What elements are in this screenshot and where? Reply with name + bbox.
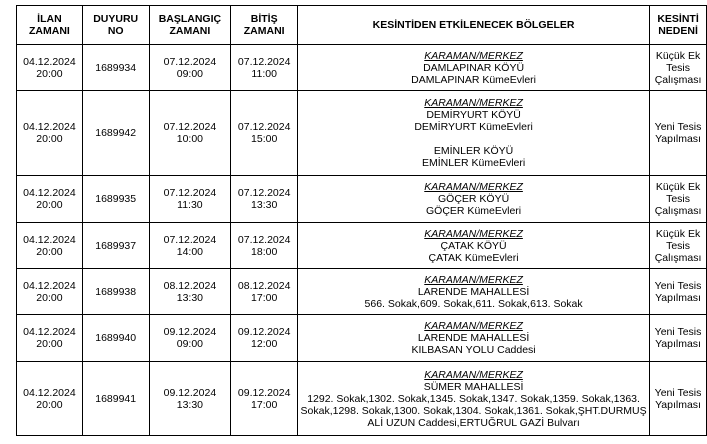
- cell-duyuru-no: [82, 362, 149, 436]
- region-line: 1292. Sokak,1302. Sokak,1345. Sokak,1347. Sokak,1359. Sokak,1363.: [307, 392, 640, 405]
- cell-bolgeler: [298, 269, 650, 315]
- region-line: Sokak,1298. Sokak,1300. Sokak,1304. Sokak,1361. Sokak,ŞHT.DURMUŞ: [300, 404, 647, 417]
- cell-bitis: [231, 315, 298, 362]
- cell-ilan-zamani-line: 20:00: [36, 338, 63, 350]
- table-row: [17, 45, 707, 91]
- cell-neden-line: Tesis: [666, 193, 690, 205]
- cell-baslangic-line: 11:30: [177, 199, 203, 211]
- outage-table: [16, 5, 707, 436]
- cell-neden-line: Tesis: [666, 239, 690, 252]
- region-line: ÇATAK KÖYÜ: [440, 239, 507, 252]
- header-ilan-line1: İLAN: [37, 13, 62, 25]
- region-city: KARAMAN/MERKEZ: [424, 273, 523, 286]
- cell-neden-line: Çalışması: [654, 73, 702, 86]
- cell-baslangic: [149, 362, 231, 436]
- cell-bitis-line: 07.12.2024: [237, 187, 291, 199]
- cell-neden-line: Küçük Ek: [655, 227, 701, 240]
- header-neden-line1: KESİNTİ: [657, 13, 699, 25]
- cell-duyuru-no: [82, 269, 149, 315]
- region-line: [300, 133, 647, 145]
- region-line: DEMİRYURT KÖYÜ: [426, 109, 521, 121]
- cell-bitis: [231, 45, 298, 91]
- cell-ilan-zamani-line: 04.12.2024: [23, 279, 76, 292]
- region-city: KARAMAN/MERKEZ: [424, 320, 523, 332]
- region-city: KARAMAN/MERKEZ: [424, 97, 523, 109]
- header-ilan: [17, 6, 83, 45]
- region-line: DAMLAPINAR KümeEvleri: [411, 73, 537, 86]
- header-bolgeler: KESİNTİDEN ETKİLENECEK BÖLGELER: [298, 6, 650, 45]
- table-row: [17, 223, 707, 269]
- cell-ilan-zamani: [17, 269, 83, 315]
- cell-duyuru-no-line: 1689938: [95, 285, 137, 298]
- cell-ilan-zamani: [17, 176, 83, 223]
- cell-ilan-zamani-line: 20:00: [36, 67, 63, 80]
- region-line: GÖÇER KÖYÜ: [437, 193, 510, 205]
- cell-baslangic-line: 08.12.2024: [163, 279, 217, 292]
- cell-duyuru-no: [82, 176, 149, 223]
- region-line: GÖÇER KümeEvleri: [426, 205, 522, 217]
- cell-bitis-line: 17:00: [251, 398, 278, 411]
- region-city: KARAMAN/MERKEZ: [424, 49, 523, 62]
- cell-duyuru-no-line: 1689935: [95, 193, 137, 205]
- cell-ilan-zamani: [17, 91, 83, 176]
- cell-baslangic-line: 09:00: [176, 67, 204, 80]
- cell-bolgeler: [298, 45, 650, 91]
- cell-ilan-zamani: [17, 223, 83, 269]
- cell-neden-line: Küçük Ek: [655, 49, 701, 62]
- cell-bitis-line: 09.12.2024: [237, 386, 291, 399]
- region-city: KARAMAN/MERKEZ: [424, 368, 523, 381]
- cell-ilan-zamani-line: 04.12.2024: [23, 233, 76, 246]
- cell-bitis-line: 18:00: [251, 245, 278, 258]
- cell-neden: [650, 315, 707, 362]
- header-baslangic: [149, 6, 231, 45]
- cell-ilan-zamani-line: 04.12.2024: [23, 386, 76, 399]
- region-line: EMİNLER KümeEvleri: [421, 157, 526, 169]
- cell-baslangic: [149, 315, 231, 362]
- region-city: KARAMAN/MERKEZ: [424, 181, 523, 193]
- cell-bolgeler: [298, 223, 650, 269]
- cell-baslangic: [149, 223, 231, 269]
- cell-duyuru-no: [82, 91, 149, 176]
- region-line: ÇATAK KümeEvleri: [428, 251, 519, 264]
- cell-baslangic-line: 14:00: [176, 245, 204, 258]
- header-bitis: [231, 6, 298, 45]
- header-duyuru-line2: NO: [107, 25, 124, 37]
- cell-neden-line: Küçük Ek: [655, 181, 701, 193]
- cell-ilan-zamani-line: 04.12.2024: [23, 326, 76, 338]
- cell-neden-line: Yapılması: [655, 291, 701, 304]
- cell-neden-line: Yeni Tesis: [654, 386, 702, 399]
- cell-baslangic: [149, 269, 231, 315]
- cell-bolgeler: [298, 176, 650, 223]
- cell-baslangic-line: 09:00: [176, 338, 204, 350]
- cell-neden-line: Yeni Tesis: [654, 326, 702, 338]
- cell-duyuru-no: [82, 315, 149, 362]
- table-row: [17, 315, 707, 362]
- cell-baslangic-line: 07.12.2024: [163, 233, 217, 246]
- cell-bitis-line: 11:00: [251, 67, 277, 80]
- cell-ilan-zamani-line: 20:00: [36, 398, 63, 411]
- table-row: [17, 362, 707, 436]
- cell-baslangic-line: 10:00: [176, 133, 204, 145]
- header-duyuru-line1: DUYURU: [93, 13, 139, 25]
- cell-neden: [650, 176, 707, 223]
- cell-neden-line: Tesis: [666, 61, 690, 74]
- cell-ilan-zamani-line: 20:00: [36, 199, 63, 211]
- table-row: [17, 91, 707, 176]
- header-bitis-line1: BİTİŞ: [250, 13, 278, 25]
- cell-ilan-zamani-line: 04.12.2024: [23, 187, 76, 199]
- region-line: LARENDE MAHALLESİ: [417, 332, 530, 344]
- cell-neden: [650, 362, 707, 436]
- cell-ilan-zamani-line: 04.12.2024: [23, 55, 76, 68]
- cell-bitis: [231, 362, 298, 436]
- cell-ilan-zamani: [17, 45, 83, 91]
- cell-duyuru-no: [82, 45, 149, 91]
- region-line: KILBASAN YOLU Caddesi: [411, 344, 536, 356]
- cell-ilan-zamani-line: 20:00: [36, 133, 63, 145]
- cell-bitis: [231, 176, 298, 223]
- cell-duyuru-no-line: 1689934: [95, 61, 137, 74]
- cell-neden-line: Yapılması: [655, 338, 701, 350]
- cell-duyuru-no-line: 1689937: [95, 239, 137, 252]
- region-line: ALİ UZUN Caddesi,ERTUĞRUL GAZİ Bulvarı: [367, 416, 580, 429]
- cell-bitis-line: 15:00: [251, 133, 278, 145]
- header-bitis-line2: ZAMANI: [243, 25, 285, 37]
- cell-neden-line: Yapılması: [655, 133, 701, 145]
- cell-baslangic: [149, 176, 231, 223]
- cell-ilan-zamani: [17, 315, 83, 362]
- header-neden-line2: NEDENİ: [658, 25, 698, 37]
- cell-neden-line: Yeni Tesis: [654, 121, 702, 133]
- cell-bitis-line: 07.12.2024: [237, 55, 291, 68]
- cell-baslangic-line: 09.12.2024: [163, 326, 217, 338]
- cell-duyuru-no: [82, 223, 149, 269]
- cell-bitis-line: 07.12.2024: [237, 121, 291, 133]
- cell-bolgeler: [298, 362, 650, 436]
- region-line: SÜMER MAHALLESİ: [423, 380, 524, 393]
- cell-bitis-line: 08.12.2024: [237, 279, 291, 292]
- region-line: DEMİRYURT KümeEvleri: [414, 121, 533, 133]
- cell-bitis-line: 07.12.2024: [237, 233, 291, 246]
- region-line: LARENDE MAHALLESİ: [417, 285, 530, 298]
- cell-baslangic-line: 07.12.2024: [163, 187, 217, 199]
- cell-neden: [650, 269, 707, 315]
- cell-duyuru-no-line: 1689941: [95, 392, 137, 405]
- header-baslangic-line1: BAŞLANGIÇ: [158, 13, 222, 25]
- region-line: DAMLAPINAR KÖYÜ: [423, 61, 525, 74]
- cell-ilan-zamani-line: 04.12.2024: [23, 121, 76, 133]
- cell-bolgeler: [298, 91, 650, 176]
- cell-neden-line: Yapılması: [655, 398, 701, 411]
- cell-baslangic-line: 09.12.2024: [163, 386, 217, 399]
- table-row: [17, 269, 707, 315]
- region-line: 566. Sokak,609. Sokak,611. Sokak,613. Sokak: [364, 297, 583, 310]
- header-baslangic-line2: ZAMANI: [169, 25, 211, 37]
- cell-neden: [650, 223, 707, 269]
- cell-bitis-line: 17:00: [251, 291, 278, 304]
- cell-ilan-zamani: [17, 362, 83, 436]
- header-row: [17, 6, 707, 45]
- cell-neden: [650, 91, 707, 176]
- cell-neden-line: Yeni Tesis: [654, 279, 702, 292]
- cell-baslangic-line: 13:30: [176, 291, 204, 304]
- cell-bitis: [231, 223, 298, 269]
- cell-bitis-line: 13:30: [251, 199, 278, 211]
- cell-bitis-line: 12:00: [251, 338, 278, 350]
- header-duyuru: [82, 6, 149, 45]
- cell-bitis: [231, 91, 298, 176]
- cell-neden-line: Çalışması: [654, 251, 702, 264]
- header-ilan-line2: ZAMANI: [29, 25, 70, 37]
- cell-neden-line: Çalışması: [654, 205, 702, 217]
- cell-baslangic: [149, 45, 231, 91]
- cell-baslangic-line: 07.12.2024: [163, 121, 217, 133]
- region-city: KARAMAN/MERKEZ: [424, 227, 523, 240]
- cell-baslangic-line: 13:30: [176, 398, 204, 411]
- cell-duyuru-no-line: 1689940: [95, 332, 137, 344]
- cell-baslangic: [149, 91, 231, 176]
- cell-duyuru-no-line: 1689942: [95, 127, 137, 139]
- table-row: [17, 176, 707, 223]
- cell-neden: [650, 45, 707, 91]
- cell-bolgeler: [298, 315, 650, 362]
- cell-baslangic-line: 07.12.2024: [163, 55, 217, 68]
- header-neden: [650, 6, 707, 45]
- cell-ilan-zamani-line: 20:00: [36, 245, 63, 258]
- cell-bitis-line: 09.12.2024: [237, 326, 291, 338]
- cell-ilan-zamani-line: 20:00: [36, 291, 63, 304]
- region-line: EMİNLER KÖYÜ: [433, 145, 514, 157]
- cell-bitis: [231, 269, 298, 315]
